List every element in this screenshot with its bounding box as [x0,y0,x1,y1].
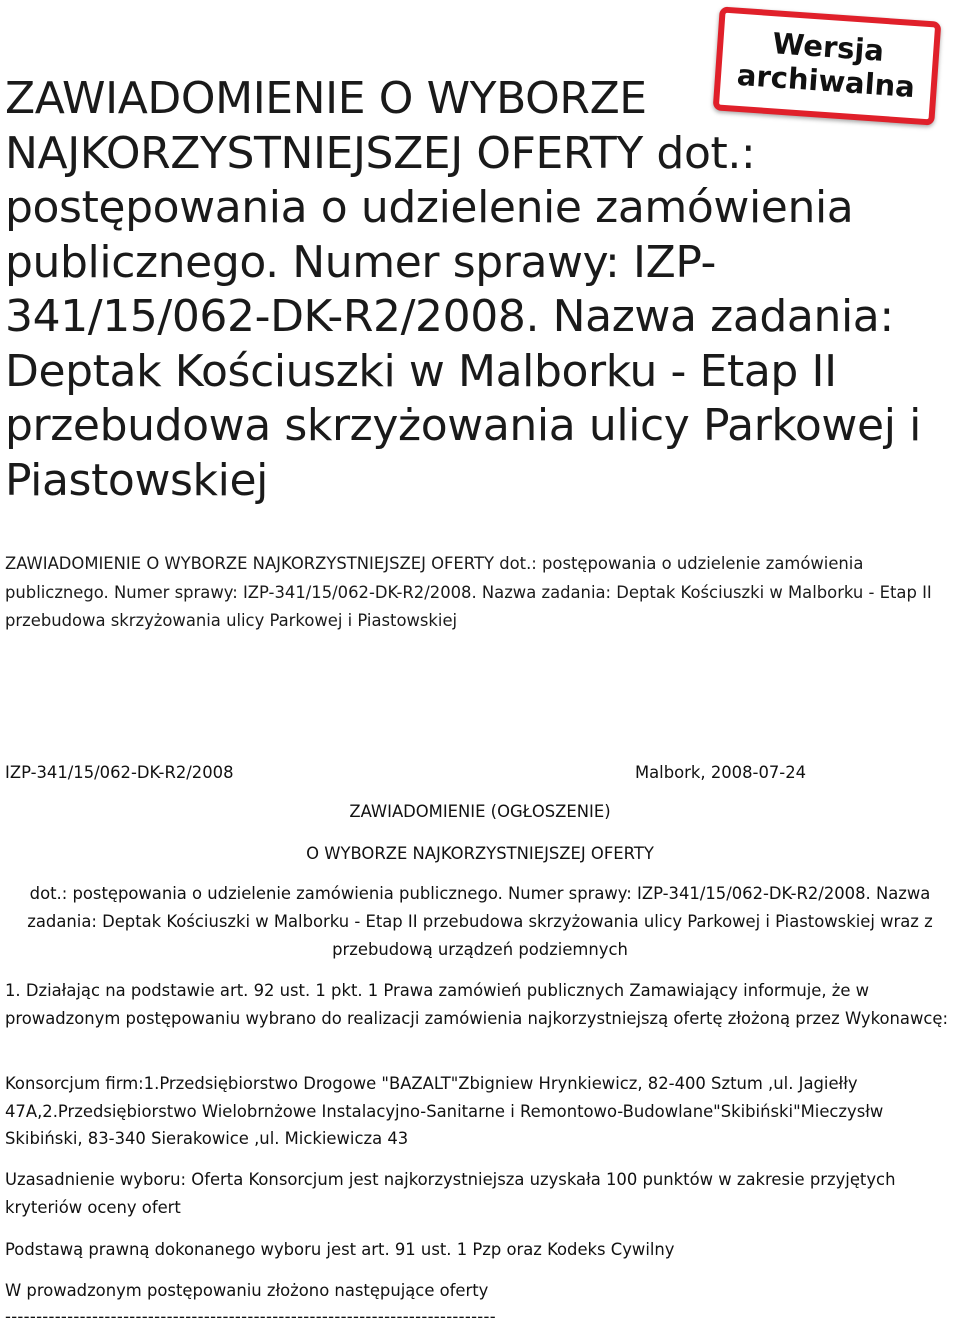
paragraph-decision: 1. Działając na podstawie art. 92 ust. 1 pkt. 1 Prawa zamówień publicznych Zamawiający informuje, że w prowadzonym postępowaniu wybrano do realizacji zamówienia najkorzystniejszą ofertę złożoną przez Wykonawcę: [5,981,948,1028]
document-summary: ZAWIADOMIENIE O WYBORZE NAJKORZYSTNIEJSZEJ OFERTY dot.: postępowania o udzielenie zamówienia publicznego. Numer sprawy: IZP-341/15/062-DK-R2/2008. Nazwa zadania: Deptak Kościuszki w Malborku - Etap II przebudowa skrzyżowania ulicy Parkowej i Piastowskiej [5,554,932,630]
case-number: IZP-341/15/062-DK-R2/2008 [5,763,234,782]
notice-heading: ZAWIADOMIENIE (OGŁOSZENIE) [349,802,611,821]
stamp-text-line1: Wersja [771,26,886,68]
archive-stamp [713,6,942,125]
paragraph-contractor: Konsorcjum firm:1.Przedsiębiorstwo Drogowe "BAZALT"Zbigniew Hrynkiewicz, 82-400 Sztum ,ul. Jagiełły 47A,2.Przedsiębiorstwo Wielobrnżowe Instalacyjno-Sanitarne i Remontowo-Budowlane"Skibiński"Mieczysłw Skibiński, 83-340 Sierakowice ,ul. Mickiewicza 43 [5,1074,884,1148]
document-title: ZAWIADOMIENIE O WYBORZE NAJKORZYSTNIEJSZEJ OFERTY dot.: postępowania o udzielenie zamówienia publicznego. Numer sprawy: IZP-341/15/062-DK-R2/2008. Nazwa zadania: Deptak Kościuszki w Malborku - Etap II przebudowa skrzyżowania ulicy Parkowej i Piastowskiej [5,73,921,506]
paragraph-offers-heading: W prowadzonym postępowaniu złożono następujące oferty [5,1281,489,1300]
reference-row [5,759,955,787]
paragraph-justification: Uzasadnienie wyboru: Oferta Konsorcjum jest najkorzystniejsza uzyskała 100 punktów w zakresie przyjętych kryteriów oceny ofert [5,1170,896,1217]
separator-line: ------------------------------------------------------------------------------- [5,1307,496,1326]
notice-subheading: O WYBORZE NAJKORZYSTNIEJSZEJ OFERTY [306,844,654,863]
notice-intro: dot.: postępowania o udzielenie zamówienia publicznego. Numer sprawy: IZP-341/15/062-DK-R2/2008. Nazwa zadania: Deptak Kościuszki w Malborku - Etap II przebudowa skrzyżowania ulicy Parkowej i Piastowskiej wraz z przebudową urządzeń podziemnych [27,884,933,959]
place-date: Malbork, 2008-07-24 [635,763,807,782]
stamp-text-line2: archiwalna [735,57,917,105]
paragraph-legal-basis: Podstawą prawną dokonanego wyboru jest art. 91 ust. 1 Pzp oraz Kodeks Cywilny [5,1240,675,1259]
